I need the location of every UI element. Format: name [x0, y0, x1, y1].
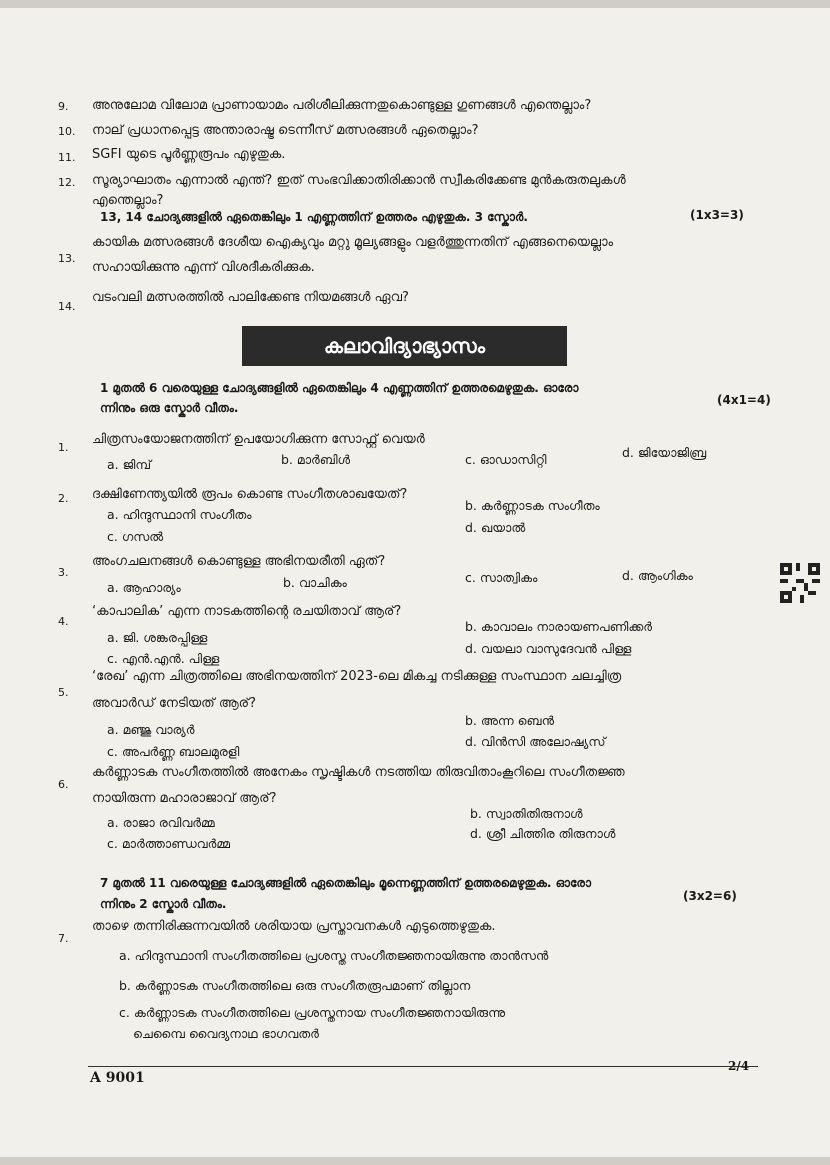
- option-a: a. ജിമ്പ്: [107, 457, 152, 472]
- option-b: b. സ്വാതിതിരുനാൾ: [470, 806, 583, 821]
- question-number: 6.: [58, 778, 69, 791]
- question-number: 13.: [58, 252, 76, 265]
- question-text-cont: നായിരുന്ന മഹാരാജാവ് ആര്?: [92, 791, 277, 806]
- option-c: c. എൻ.എൻ. പിള്ള: [107, 651, 220, 666]
- option-c: c. ഗസൽ: [107, 529, 164, 544]
- question-number: 7.: [58, 932, 69, 945]
- footer-divider: [88, 1066, 758, 1067]
- question-text: ചിത്രസംയോജനത്തിന് ഉപയോഗിക്കുന്ന സോഫ്റ്റ് വെയർ: [92, 432, 425, 447]
- page-number: 2/4: [728, 1059, 750, 1073]
- question-number: 9.: [58, 100, 69, 113]
- option-a: a. ഹിന്ദുസ്ഥാനി സംഗീതത്തിലെ പ്രശസ്ത സംഗീതജ്ഞനായിരുന്നു താൻസൻ: [119, 948, 549, 963]
- question-text: അനുലോമ വിലോമ പ്രാണായാമം പരിശീലിക്കുന്നതുകൊണ്ടുള്ള ഗുണങ്ങൾ എന്തെല്ലാം?: [92, 98, 592, 113]
- question-text: ‘രേഖ’ എന്ന ചിത്രത്തിലെ അഭിനയത്തിന് 2023-ലെ മികച്ച നടിക്കുള്ള സംസ്ഥാന ചലച്ചിത്ര: [92, 669, 622, 684]
- option-d: d. ജിയോജിബ്ര: [622, 445, 707, 460]
- option-a: a. ജി. ശങ്കരപ്പിള്ള: [107, 630, 208, 645]
- question-text-cont: സഹായിക്കുന്നു എന്ന് വിശദീകരിക്കുക.: [92, 260, 315, 275]
- option-c: c. മാർത്താണ്ഡവർമ്മ: [107, 836, 231, 851]
- option-b: b. മാർബിൾ: [281, 452, 351, 467]
- option-b: b. അന്ന ബെൻ: [465, 713, 555, 728]
- option-b: b. കർണ്ണാടക സംഗീതത്തിലെ ഒരു സംഗീതരൂപമാണ് തില്ലാന: [119, 978, 471, 993]
- option-a: a. ഹിന്ദുസ്ഥാനി സംഗീതം: [107, 507, 252, 522]
- question-number: 10.: [58, 125, 76, 138]
- question-text: ദക്ഷിണേന്ത്യയിൽ രൂപം കൊണ്ട സംഗീതശാഖയേത്?: [92, 487, 408, 502]
- instruction: 1 മുതൽ 6 വരെയുള്ള ചോദ്യങ്ങളിൽ ഏതെങ്കിലും 4 എണ്ണത്തിന് ഉത്തരമെഴുതുക. ഓരോ: [100, 381, 579, 395]
- marks: (3x2=6): [683, 889, 737, 903]
- marks: (1x3=3): [690, 208, 744, 222]
- option-c: c. ഓഡാസിറ്റി: [465, 452, 547, 467]
- qr-code-icon: [780, 563, 820, 603]
- instruction: 13, 14 ചോദ്യങ്ങളിൽ ഏതെങ്കിലും 1 എണ്ണത്തിന് ഉത്തരം എഴുതുക. 3 സ്കോർ.: [100, 210, 528, 224]
- instruction-cont: ന്നിനും ഒരു സ്കോർ വീതം.: [100, 401, 239, 415]
- option-c: c. കർണ്ണാടക സംഗീതത്തിലെ പ്രശസ്തനായ സംഗീതജ്ഞനായിരുന്നു: [119, 1005, 506, 1020]
- question-text: വടംവലി മത്സരത്തിൽ പാലിക്കേണ്ട നിയമങ്ങൾ ഏവ?: [92, 290, 409, 305]
- instruction-cont: ന്നിനും 2 സ്കോർ വീതം.: [100, 897, 227, 911]
- question-text: താഴെ തന്നിരിക്കുന്നവയിൽ ശരിയായ പ്രസ്താവനകൾ എടുത്തെഴുതുക.: [92, 919, 496, 934]
- question-text: ‘കാപാലിക’ എന്ന നാടകത്തിന്റെ രചയിതാവ് ആര്?: [92, 604, 402, 619]
- question-text: കർണ്ണാടക സംഗീതത്തിൽ അനേകം സൃഷ്ടികൾ നടത്തിയ തിരുവിതാംകൂറിലെ സംഗീതജ്ഞ: [92, 765, 625, 780]
- option-c: c. സാത്വികം: [465, 570, 538, 585]
- question-text: നാല് പ്രധാനപ്പെട്ട അന്താരാഷ്ട്ര ടെന്നീസ് മത്സരങ്ങൾ ഏതെല്ലാം?: [92, 123, 479, 138]
- question-text-cont: അവാർഡ് നേടിയത് ആര്?: [92, 696, 256, 711]
- question-number: 1.: [58, 441, 69, 454]
- question-text: SGFI യുടെ പൂർണ്ണരൂപം എഴുതുക.: [92, 147, 286, 162]
- option-d: d. ശ്രീ ചിത്തിര തിരുനാൾ: [470, 826, 616, 841]
- bottom-edge: [0, 1157, 830, 1165]
- paper-code: A 9001: [90, 1070, 145, 1086]
- option-b: b. വാചികം: [283, 575, 347, 590]
- question-text: കായിക മത്സരങ്ങൾ ദേശീയ ഐക്യവും മറ്റു മൂല്യങ്ങളും വളർത്തുന്നതിന് എങ്ങനെയെല്ലാം: [92, 235, 614, 250]
- question-text: അംഗചലനങ്ങൾ കൊണ്ടുള്ള അഭിനയരീതി ഏത്?: [92, 554, 386, 569]
- section-banner: കലാവിദ്യാഭ്യാസം: [242, 326, 567, 366]
- option-d: d. ഖയാൽ: [465, 520, 526, 535]
- option-b: b. കാവാലം നാരായണപണിക്കർ: [465, 619, 653, 634]
- question-number: 11.: [58, 151, 76, 164]
- option-b: b. കർണ്ണാടക സംഗീതം: [465, 498, 600, 513]
- option-a: a. മഞ്ജു വാര്യർ: [107, 722, 195, 737]
- question-number: 2.: [58, 492, 69, 505]
- question-text: സൂര്യാഘാതം എന്നാൽ എന്ത്? ഇത് സംഭവിക്കാതിരിക്കാൻ സ്വീകരിക്കേണ്ട മുൻകരുതലുകൾ: [92, 173, 626, 188]
- question-number: 5.: [58, 686, 69, 699]
- option-d: d. ആംഗികം: [622, 568, 693, 583]
- option-c: c. അപർണ്ണ ബാലമുരളി: [107, 744, 240, 759]
- question-number: 3.: [58, 566, 69, 579]
- option-c-cont: ചെമ്പൈ വൈദ്യനാഥ ഭാഗവതർ: [133, 1026, 319, 1041]
- option-d: d. വിൻസി അലോഷ്യസ്: [465, 734, 606, 749]
- marks: (4x1=4): [717, 393, 771, 407]
- question-number: 4.: [58, 615, 69, 628]
- question-number: 12.: [58, 176, 76, 189]
- question-text-cont: എന്തെല്ലാം?: [92, 193, 164, 208]
- question-number: 14.: [58, 300, 76, 313]
- top-edge: [0, 0, 830, 8]
- option-d: d. വയലാ വാസുദേവൻ പിള്ള: [465, 641, 632, 656]
- instruction: 7 മുതൽ 11 വരെയുള്ള ചോദ്യങ്ങളിൽ ഏതെങ്കിലും മൂന്നെണ്ണത്തിന് ഉത്തരമെഴുതുക. ഓരോ: [100, 876, 592, 890]
- option-a: a. രാജാ രവിവർമ്മ: [107, 815, 215, 830]
- option-a: a. ആഹാര്യം: [107, 580, 181, 595]
